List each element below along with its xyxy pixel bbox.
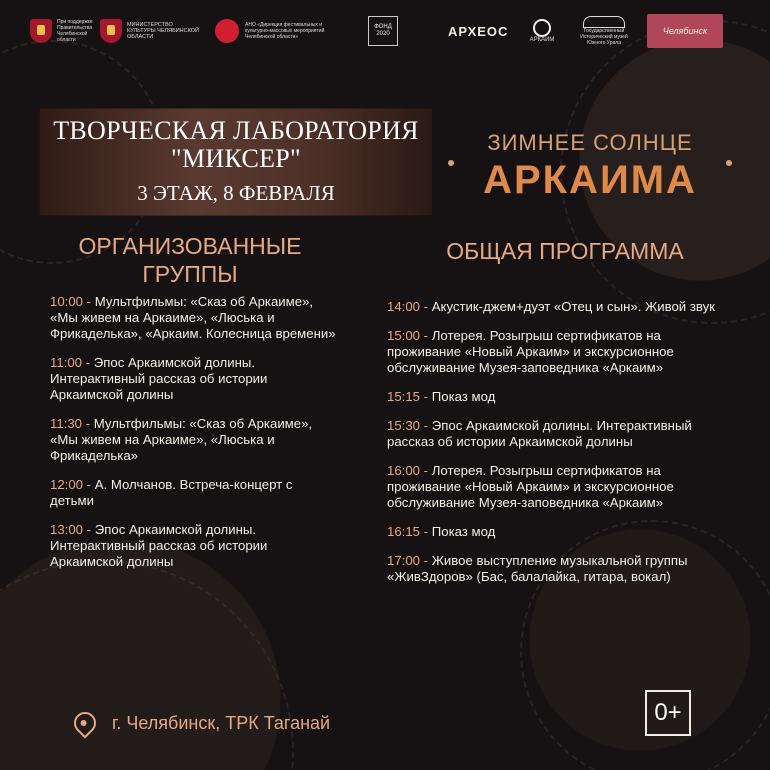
chelyabinsk-crest-icon xyxy=(100,19,122,43)
schedule-item: 15:30 - Эпос Аркаимской долины. Интерактивный рассказ об истории Аркаимской долины xyxy=(387,418,692,449)
left-heading: ОРГАНИЗОВАННЫЕ ГРУППЫ xyxy=(78,233,302,287)
age-rating-badge: 0+ xyxy=(645,690,691,736)
right-heading: ОБЩАЯ ПРОГРАММА xyxy=(446,238,684,264)
logo-ministry: МИНИСТЕРСТВО КУЛЬТУРЫ ЧЕЛЯБИНСКОЙ ОБЛАСТИ xyxy=(100,14,205,48)
logo-fund xyxy=(368,14,438,48)
schedule-item: 11:30 - Мультфильмы: «Сказ об Аркаиме», «Мы живем на Аркаиме», «Люська и Фрикаделька» xyxy=(50,416,313,463)
event-title-line2: АРКАИМА xyxy=(483,158,697,202)
schedule-item: 16:15 - Показ мод xyxy=(387,524,496,539)
schedule-item: 15:00 - Лотерея. Розыгрыш сертификатов на проживание «Новый Аркаим» и экскурсионное обслуживание Музея-заповедника «Аркаим» xyxy=(387,328,674,375)
logo-government: При поддержке Правительства Челябинской области xyxy=(30,14,110,48)
background-ornament xyxy=(0,560,294,770)
archeos-logo-icon: АРХЕОС xyxy=(448,23,509,39)
right-schedule xyxy=(387,299,732,598)
partner-logos xyxy=(0,14,770,50)
logo-museum: Государственный Исторический музей Южного Урала xyxy=(575,14,633,48)
schedule-item: 14:00 - Акустик-джем+дуэт «Отец и сын». Живой звук xyxy=(387,299,715,314)
schedule-item: 10:00 - Мультфильмы: «Сказ об Аркаиме», «Мы живем на Аркаиме», «Люська и Фрикаделька», «Аркаим. Колесница времени» xyxy=(50,294,336,341)
festival-directorate-icon xyxy=(215,19,239,43)
museum-logo-icon xyxy=(583,16,625,28)
schedule-item: 12:00 - А. Молчанов. Встреча-концерт с детьми xyxy=(50,477,293,508)
event-title xyxy=(450,130,730,203)
schedule-item: 13:00 - Эпос Аркаимской долины. Интерактивный рассказ об истории Аркаимской долины xyxy=(50,522,268,569)
chelyabinsk-logo-icon: Челябинск xyxy=(662,26,708,36)
location xyxy=(74,712,330,734)
logo-directorate: АНО «Дирекция фестивальных и культурно-массовых мероприятий Челябинской области» xyxy=(215,14,345,48)
title-line2: "МИКСЕР" xyxy=(171,144,301,173)
chelyabinsk-crest-icon xyxy=(30,19,52,43)
title-banner xyxy=(39,108,433,216)
schedule-item: 17:00 - Живое выступление музыкальной группы «ЖивЗдоров» (Бас, балалайка, гитара, вокал) xyxy=(387,553,688,584)
title-line1: ТВОРЧЕСКАЯ ЛАБОРАТОРИЯ xyxy=(53,116,419,145)
dot-icon xyxy=(726,160,732,166)
event-title-line1: ЗИМНЕЕ СОЛНЦЕ xyxy=(487,130,693,155)
fund-logo-icon: ФОНД 2020 xyxy=(368,16,398,46)
logo-chelyabinsk xyxy=(647,14,723,48)
schedule-item: 16:00 - Лотерея. Розыгрыш сертификатов на проживание «Новый Аркаим» и экскурсионное обслуживание Музея-заповедника «Аркаим» xyxy=(387,463,674,510)
logo-archeos xyxy=(448,14,514,48)
dot-icon xyxy=(448,160,454,166)
schedule-item: 15:15 - Показ мод xyxy=(387,389,496,404)
title-subtitle: 3 ЭТАЖ, 8 ФЕВРАЛЯ xyxy=(137,181,335,205)
left-schedule xyxy=(50,294,340,583)
location-text: г. Челябинск, ТРК Таганай xyxy=(112,712,331,733)
location-pin-icon xyxy=(69,707,100,738)
arkaim-logo-icon xyxy=(533,19,551,37)
logo-arkaim: АРКАИМ xyxy=(522,14,562,48)
schedule-item: 11:00 - Эпос Аркаимской долины. Интерактивный рассказ об истории Аркаимской долины xyxy=(50,355,268,402)
